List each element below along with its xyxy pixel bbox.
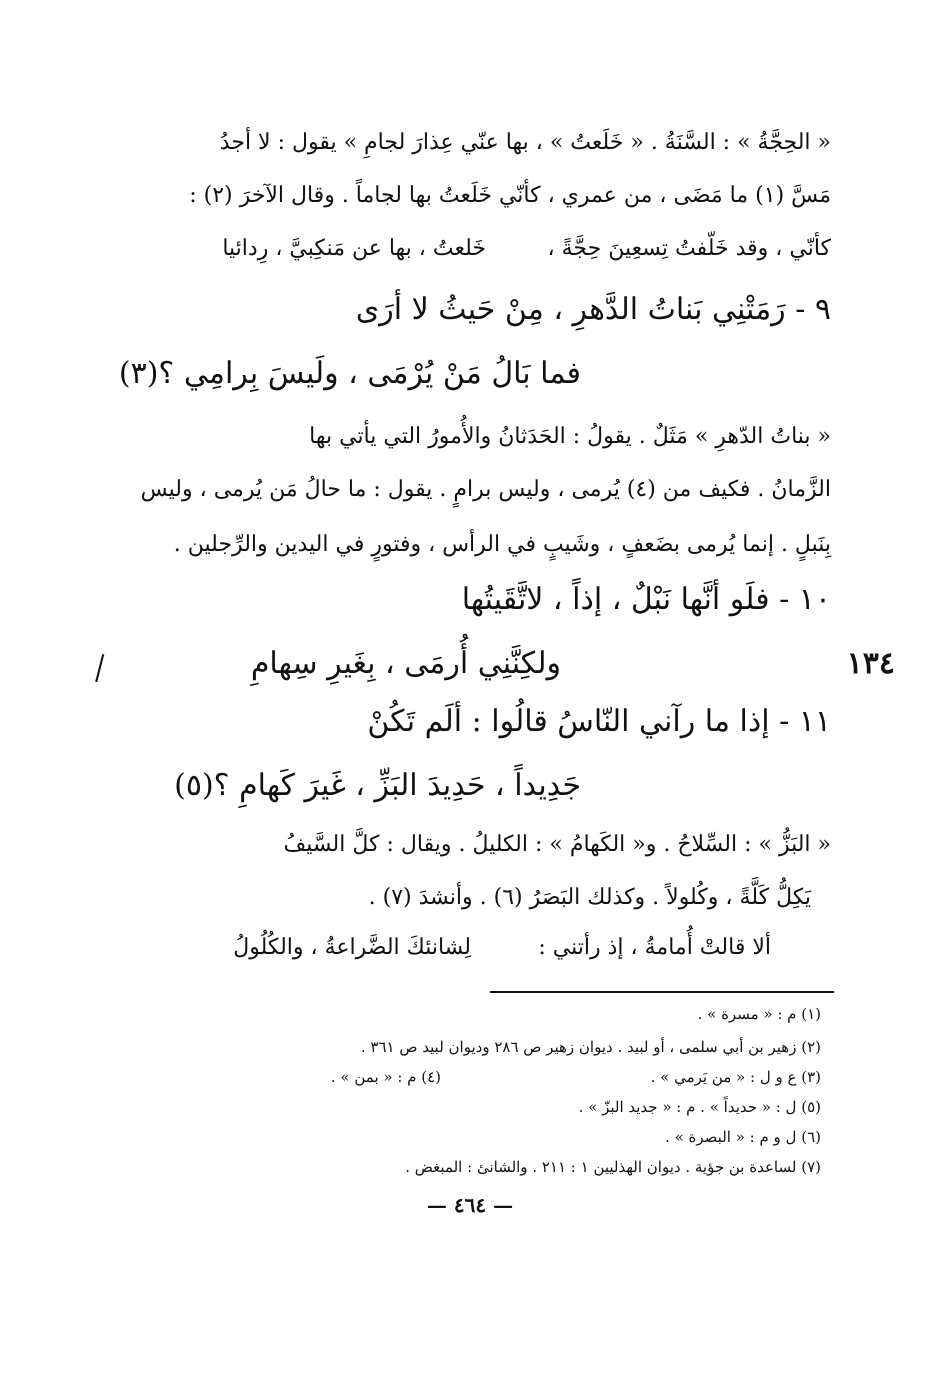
margin-page-number: ١٣٤ [846, 646, 895, 681]
quoted-verse2-hemistich-2: لِشانئكَ الضَّراعةُ ، والكُلُولُ [233, 935, 471, 960]
footnote-separator [490, 991, 834, 993]
footnote-2: (٢) زهير بن أبي سلمى ، أو لبيد . ديوان زهير ص ٢٨٦ وديوان لبيد ص ٣٦١ . [360, 1038, 821, 1056]
footnote-3: (٣) ع و ل : « من يَرمي » . [650, 1068, 821, 1086]
verse-11-second-hemistich: جَدِيداً ، حَدِيدَ البَزِّ ، غَيرَ كَهامِ ؟(٥) [174, 768, 581, 803]
page-number: — ٤٦٤ — [426, 1193, 514, 1217]
footnote-1: (١) م : « مسرة » . [697, 1005, 821, 1023]
prose-line-13: « البَزُّ » : السِّلاحُ . و« الكَهامُ » : الكليلُ . ويقال : كلَّ السَّيفُ [283, 832, 831, 857]
verse-11-first-hemistich: ١١ - إذا ما رآني النّاسُ قالُوا : ألَم تَكُنْ [367, 704, 831, 739]
prose-line-8: بِنَبلٍ . إنما يُرمى بضَعفٍ ، وشَيبٍ في الرأس ، وفتورٍ في اليدين والرِّجلين . [173, 532, 831, 557]
quoted-verse2-hemistich-1: ألا قالتْ أُمامةُ ، إذ رأتني : [538, 935, 771, 960]
footnote-4: (٤) م : « بمن » . [330, 1068, 441, 1086]
prose-line-2: مَسَّ (١) ما مَضَى ، من عمري ، كأنّي خَلَعتُ بها لجاماً . وقال الآخرَ (٢) : [189, 183, 831, 208]
verse-9-first-hemistich: ٩ - رَمَتْنِي بَناتُ الدَّهرِ ، مِنْ حَيثُ لا أرَى [355, 292, 831, 327]
footnote-6: (٦) ل و م : « البصرة » . [665, 1128, 821, 1146]
prose-line-1: « الحِجَّةُ » : السَّنَةُ . « خَلَعتُ » ، بها عنّي عِذارَ لجامِ » يقول : لا أجدُ [219, 130, 831, 155]
footnote-5: (٥) ل : « حديداً » . م : « جديد البزّ » . [578, 1098, 821, 1116]
verse-9-second-hemistich: فما بَالُ مَنْ يُرْمَى ، ولَيسَ بِرامِي ؟(٣) [118, 356, 581, 391]
prose-line-6: « بناتُ الدّهرِ » مَثَلٌ . يقولُ : الحَدَثانُ والأُمورُ التي يأتي بها [309, 424, 831, 449]
quoted-verse-hemistich-1: كأنّي ، وقد خَلّفتُ تِسعِينَ حِجَّةً ، [547, 236, 831, 261]
prose-line-14: يَكِلُّ كَلَّةً ، وكُلولاً . وكذلك البَصَرُ (٦) . وأنشدَ (٧) . [368, 885, 811, 910]
verse-10-first-hemistich: ١٠ - فلَو أنَّها نَبْلٌ ، إذاً ، لاتَّقَيتُها [461, 582, 831, 617]
margin-slash-mark: / [95, 648, 105, 688]
verse-10-second-hemistich: ولكِنَّنِي أُرمَى ، بِغَيرِ سِهامِ [250, 646, 561, 681]
footnote-7: (٧) لساعدة بن جؤية . ديوان الهذليين ١ : ٢١١ . والشانئ : المبغض . [405, 1158, 821, 1176]
quoted-verse-hemistich-2: خَلعتُ ، بها عن مَنكِبيَّ ، رِدائيا [222, 236, 486, 261]
prose-line-7: الزَّمانُ . فكيف من (٤) يُرمى ، وليس برامٍ . يقول : ما حالُ مَن يُرمى ، وليس [140, 477, 831, 502]
